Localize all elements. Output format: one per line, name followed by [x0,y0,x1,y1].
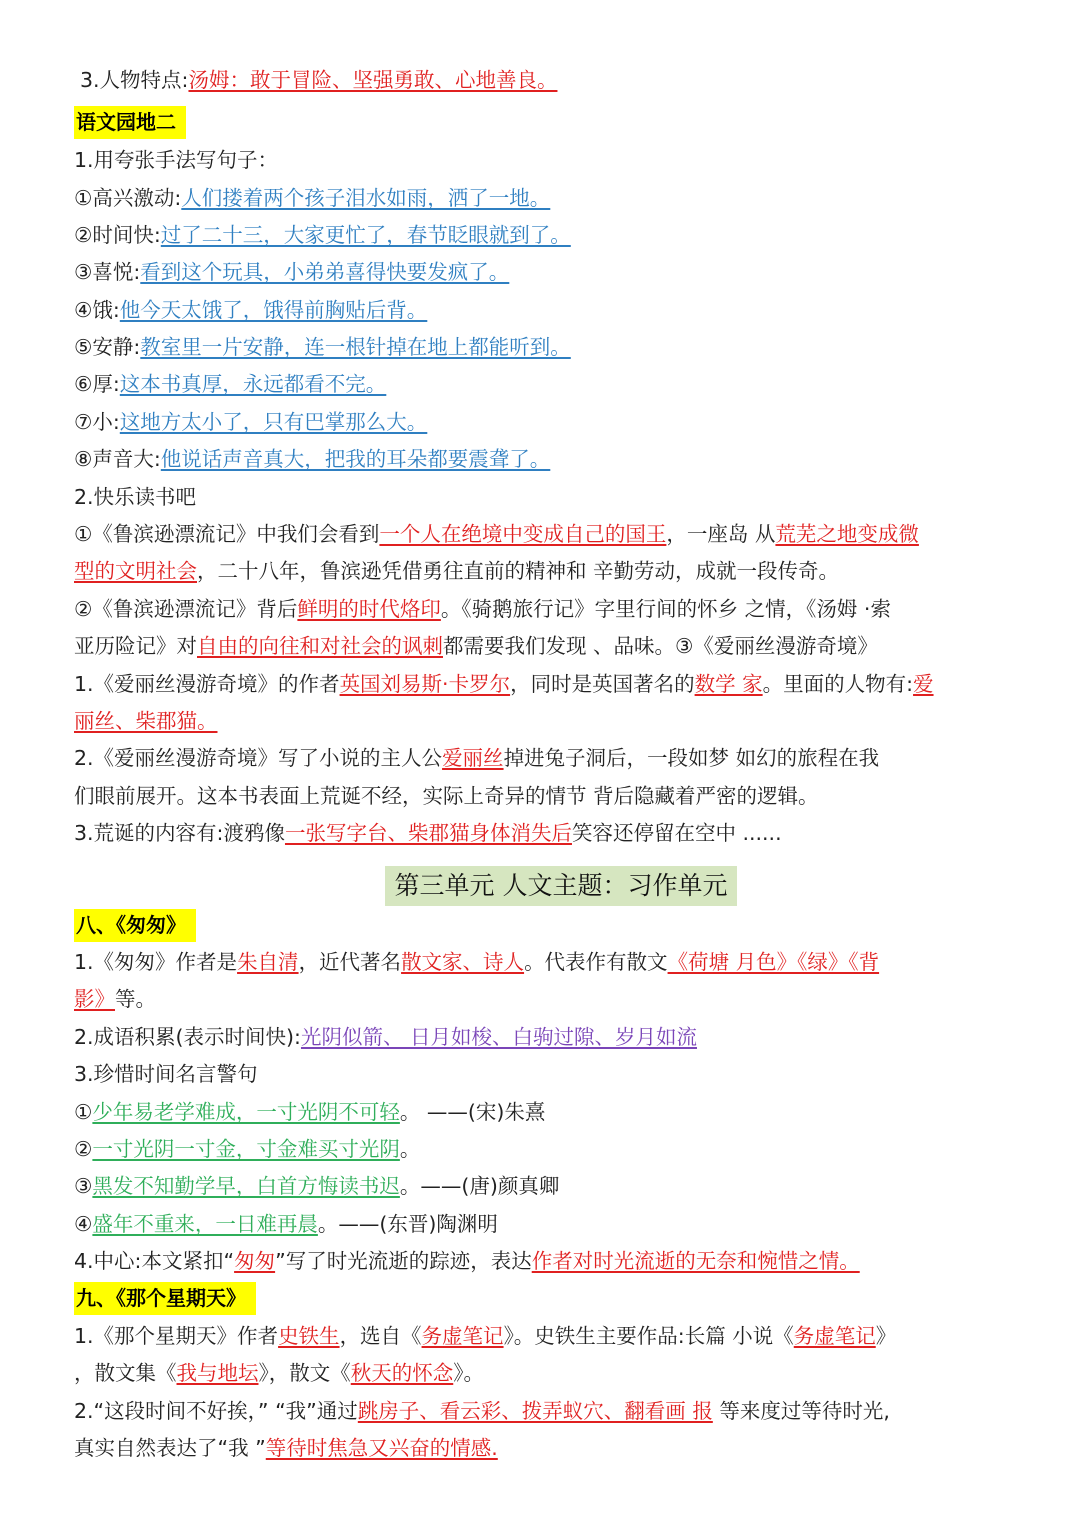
exaggeration-item [74,180,1014,217]
lesson-9-waiting-a [74,1393,1014,1430]
exaggeration-item [74,404,1014,441]
quote-text: 黑发不知勤学早，白首方悔读书迟 [92,1174,400,1198]
line-label: 3.人物特点: [80,68,189,92]
text: 2.《爱丽丝漫游奇境》写了小说的主人公 [74,746,443,770]
text: ②《鲁滨逊漂流记》背后 [74,597,298,621]
exaggeration-item [74,292,1014,329]
section-heading-lesson-9: 九、《那个星期天》 [74,1282,256,1315]
item-answer: 他今天太饿了，饿得前胸贴后背。 [119,298,428,322]
text: 》。史铁生主要作品:长篇 小说《 [503,1324,794,1348]
text: 。里面的人物有: [762,672,914,696]
answer-text: 型的文明社会 [74,559,197,583]
lesson-8-author-b [74,981,1014,1018]
lesson-8-author-a [74,944,1014,981]
quote-text: 一寸光阴一寸金，寸金难买寸光阴 [92,1137,400,1161]
item-label: ③喜悦: [74,260,141,284]
answer-text: 秋天的怀念 [350,1361,454,1385]
text: 。代表作有散文 [524,950,668,974]
answer-text: 英国刘易斯·卡罗尔 [339,672,511,696]
answer-text: 务虚笔记 [421,1324,504,1348]
exaggeration-item [74,254,1014,291]
lesson-9-waiting-b [74,1430,1014,1467]
paragraph-absurd-content [74,815,1014,852]
answer-text: 散文家、诗人 [401,950,525,974]
text: 1.《匆匆》作者是 [74,950,238,974]
quote-source: 。——(唐)颜真卿 [399,1174,560,1198]
answer-text: 《荷塘 月色》《绿》《背 [667,950,880,974]
answer-text: 跳房子、看云彩、拨弄蚁穴、翻看画 报 [357,1399,713,1423]
quote-number: ② [74,1137,93,1161]
paragraph-robinson-2b [74,628,1014,665]
paragraph-alice-story-a [74,740,1014,777]
answer-text: 数学 家 [694,672,763,696]
answer-text: 作者对时光流逝的无奈和惋惜之情。 [531,1249,860,1273]
text: 真实自然表达了“我 ” [74,1436,266,1460]
text: 都需要我们发现 、品味。③《爱丽丝漫游奇境》 [443,634,878,658]
item-answer: 过了二十三，大家更忙了，春节眨眼就到了。 [160,223,571,247]
text: 2.成语积累(表示时间快): [74,1025,301,1049]
text: 2.“这段时间不好挨，” “我”通过 [74,1399,358,1423]
paragraph-robinson-1a [74,516,1014,553]
text: ，近代著名 [298,950,402,974]
answer-text: 汤姆：敢于冒险、坚强勇敢、心地善良。 [188,68,558,92]
quote-number: ③ [74,1174,93,1198]
text: 等。 [115,987,156,1011]
answer-text: 爱丽丝 [442,746,504,770]
answer-text: 务虚笔记 [793,1324,876,1348]
character-traits-line [80,62,1020,99]
paragraph-alice-author-b [74,703,1014,740]
exaggeration-item [74,329,1014,366]
text: 》。 [453,1361,484,1385]
item-answer: 教室里一片安静，连一根针掉在地上都能听到。 [140,335,571,359]
question-happy-reading: 2.快乐读书吧 [74,485,197,509]
exaggeration-item [74,441,1014,478]
lesson-8-quotes-heading: 3.珍惜时间名言警句 [74,1062,258,1086]
text: 1.《那个星期天》作者 [74,1324,279,1348]
item-answer: 这本书真厚，永远都看不完。 [119,372,387,396]
text: 亚历险记》对 [74,634,197,658]
text: 》，散文《 [258,1361,351,1385]
answer-text: 荒芜之地变成微 [775,522,919,546]
item-answer: 人们搂着两个孩子泪水如雨，洒了一地。 [181,186,551,210]
text: 笑容还停留在空中 ...... [571,821,782,845]
quote-source: 。——(东晋)陶渊明 [317,1212,498,1236]
answer-text: 一张写字台、柴郡猫身体消失后 [284,821,572,845]
text: 掉进兔子洞后，一段如梦 如幻的旅程在我 [503,746,880,770]
text: ，同时是英国著名的 [510,672,695,696]
item-label: ⑥厚: [74,372,120,396]
text: ，二十八年，鲁滨逊凭借勇往直前的精神和 辛勤劳动，成就一段传奇。 [197,559,840,583]
lesson-9-author-a [74,1318,1014,1355]
text: 等来度过等待时光, [712,1399,890,1423]
paragraph-robinson-1b [74,553,1014,590]
item-answer: 他说话声音真大，把我的耳朵都要震聋了。 [160,447,551,471]
text: ，选自《 [339,1324,422,1348]
text: ”写了时光流逝的踪迹，表达 [275,1249,532,1273]
paragraph-robinson-2a [74,591,1014,628]
item-answer: 看到这个玩具，小弟弟喜得快要发疯了。 [140,260,510,284]
lesson-8-center-idea [74,1243,1014,1280]
quote-text: 盛年不重来，一日难再晨 [92,1212,318,1236]
answer-text: 光阴似箭、 日月如梭、白驹过隙、岁月如流 [300,1025,697,1049]
answer-text: 我与地坛 [176,1361,259,1385]
question-exaggeration: 1.用夸张手法写句子： [74,148,279,172]
paragraph-alice-story-b: 们眼前展开。这本书表面上荒诞不经，实际上奇异的情节 背后隐藏着严密的逻辑。 [74,784,819,808]
item-label: ④饿: [74,298,120,322]
answer-text: 匆匆 [234,1249,276,1273]
text: 》 [875,1324,897,1348]
answer-text: 自由的向往和对社会的讽刺 [197,634,443,658]
answer-text: 鲜明的时代烙印 [297,597,441,621]
item-label: ⑤安静: [74,335,141,359]
answer-text: 影》 [74,987,115,1011]
quote-source: 。 [399,1137,421,1161]
item-label: ②时间快: [74,223,161,247]
answer-text: 等待时焦急又兴奋的情感. [265,1436,498,1460]
quote-number: ① [74,1100,93,1124]
quote-item [74,1131,1014,1168]
exaggeration-item [74,366,1014,403]
item-label: ①高兴激动: [74,186,182,210]
item-label: ⑧声音大: [74,447,161,471]
quote-text: 少年易老学难成，一寸光阴不可轻 [92,1100,400,1124]
quote-item [74,1168,1014,1205]
answer-text: 史铁生 [278,1324,340,1348]
paragraph-alice-author-a [74,666,1014,703]
answer-text: 一个人在绝境中变成自己的国王 [379,522,667,546]
text: 。《骑鹅旅行记》字里行间的怀乡 之情，《汤姆 ·索 [440,597,891,621]
exaggeration-item [74,217,1014,254]
quote-number: ④ [74,1212,93,1236]
quote-item [74,1094,1014,1131]
item-label: ⑦小: [74,410,120,434]
text: ，散文集《 [74,1361,177,1385]
text: ，一座岛 从 [666,522,776,546]
text: 1.《爱丽丝漫游奇境》的作者 [74,672,340,696]
answer-text: 丽丝、柴郡猫。 [74,709,218,733]
quote-source: 。 ——(宋)朱熹 [399,1100,546,1124]
lesson-9-author-b [74,1355,1014,1392]
answer-text: 朱自清 [237,950,299,974]
item-answer: 这地方太小了，只有巴掌那么大。 [119,410,428,434]
section-heading-lesson-8: 八、《匆匆》 [74,909,196,942]
unit-3-title: 第三单元 人文主题：习作单元 [385,866,737,906]
text: ①《鲁滨逊漂流记》中我们会看到 [74,522,380,546]
quote-item [74,1206,1014,1243]
lesson-8-idioms [74,1019,1014,1056]
text: 3.荒诞的内容有:渡鸦像 [74,821,285,845]
section-heading-garden-2: 语文园地二 [74,106,186,139]
answer-text: 爱 [913,672,934,696]
text: 4.中心:本文紧扣“ [74,1249,235,1273]
